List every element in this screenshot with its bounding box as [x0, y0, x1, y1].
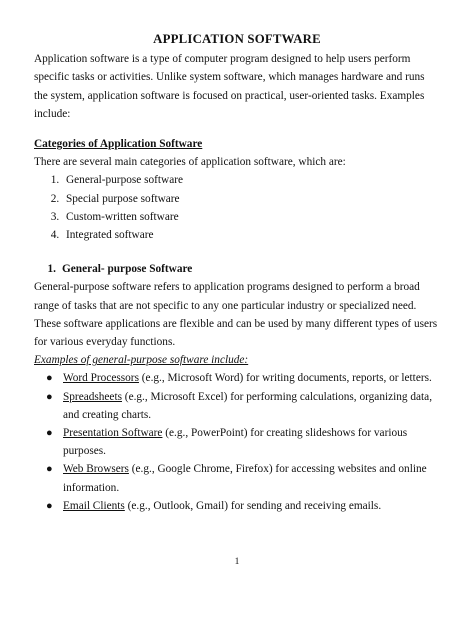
- categories-list: [34, 171, 440, 244]
- example-description: (e.g., Outlook, Gmail) for sending and receiving emails.: [124, 499, 382, 512]
- bullet-icon: ●: [46, 427, 53, 440]
- bullet-icon: ●: [46, 463, 53, 476]
- examples-list: [34, 369, 440, 515]
- example-description: (e.g., Microsoft Word) for writing documents, reports, or letters.: [138, 372, 432, 385]
- section-heading-text: General- purpose Software: [62, 263, 193, 276]
- section-body-paragraph: General-purpose software refers to application programs designed to perform a broad range of tasks that are not specific to any one particular industry or specialized need. These software applications are flexible and can be used by many different types of users for various everyday functions.: [34, 281, 438, 349]
- examples-intro: Examples of general-purpose software include:: [34, 354, 249, 367]
- list-item: [34, 497, 440, 515]
- page-title: APPLICATION SOFTWARE: [153, 32, 321, 46]
- bullet-icon: ●: [46, 390, 53, 403]
- bullet-icon: ●: [46, 372, 53, 385]
- list-item: [34, 388, 440, 424]
- page-number: 1: [234, 557, 240, 567]
- list-item: [34, 424, 440, 460]
- example-description: (e.g., Microsoft Excel) for performing calculations, organizing data, and creating charts.: [63, 390, 433, 421]
- example-term: Presentation Software: [63, 427, 163, 440]
- bullet-icon: ●: [46, 499, 53, 512]
- list-item: 4. Integrated software: [62, 226, 440, 244]
- list-item: [34, 460, 440, 496]
- section-heading-general-purpose: [34, 260, 440, 278]
- example-description: (e.g., PowerPoint) for creating slideshows for various purposes.: [63, 427, 408, 458]
- list-item: 3. Custom-written software: [62, 208, 440, 226]
- list-item: [34, 369, 440, 387]
- list-item: 2. Special purpose software: [62, 190, 440, 208]
- example-term: Web Browsers: [63, 463, 129, 476]
- list-item: 1. General-purpose software: [62, 171, 440, 189]
- example-description: (e.g., Google Chrome, Firefox) for accessing websites and online information.: [63, 463, 427, 494]
- example-term: Email Clients: [63, 499, 125, 512]
- example-term: Word Processors: [63, 372, 139, 385]
- categories-intro: There are several main categories of application software, which are:: [34, 156, 346, 169]
- section-number: 1.: [47, 263, 56, 276]
- example-term: Spreadsheets: [63, 390, 122, 403]
- categories-heading: Categories of Application Software: [34, 138, 203, 151]
- intro-paragraph: Application software is a type of computer program designed to help users perform specific tasks or activities. Unlike system software, which manages hardware and runs the system, application software is focused on practical, user-oriented tasks. Examples include:: [34, 53, 425, 120]
